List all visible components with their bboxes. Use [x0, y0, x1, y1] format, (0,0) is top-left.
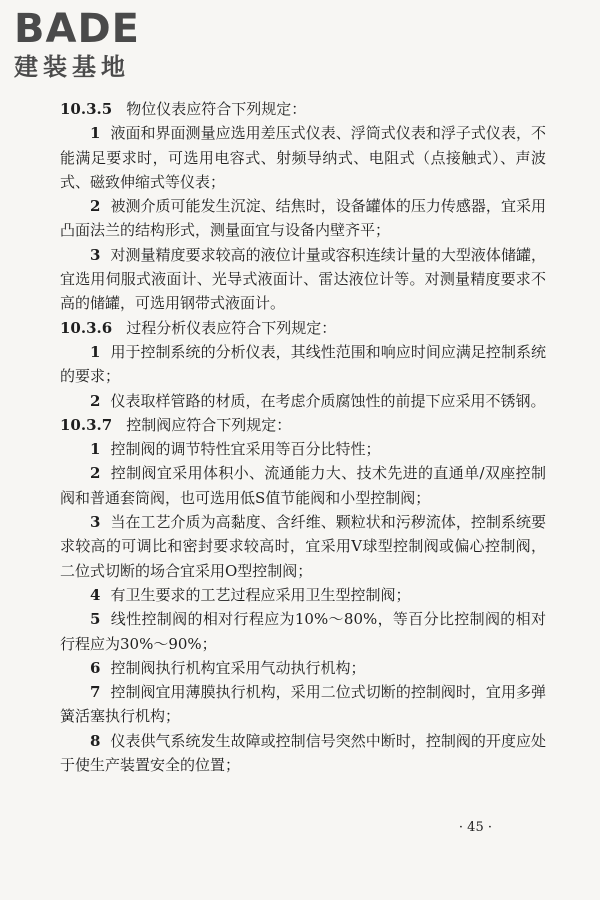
logo-subtitle: 建装基地 — [14, 53, 130, 81]
item-number: 3 — [90, 245, 101, 264]
item-number: 1 — [90, 440, 101, 459]
clause-item — [60, 607, 546, 656]
clause-title: 过程分析仪表应符合下列规定： — [126, 318, 337, 337]
clause-number: 10.3.7 — [60, 415, 113, 434]
clause-item — [60, 729, 546, 778]
clause-item — [60, 340, 546, 389]
clause-title: 控制阀应符合下列规定： — [126, 415, 292, 434]
item-text: 当在工艺介质为高黏度、含纤维、颗粒状和污秽流体，控制系统要求较高的可调比和密封要求较高时，宜采用V球型控制阀或偏心控制阀，二位式切断的场合宜采用O型控制阀； — [60, 513, 546, 580]
clause-item — [60, 680, 546, 729]
clause-item — [60, 389, 546, 413]
item-text: 用于控制系统的分析仪表，其线性范围和响应时间应满足控制系统的要求； — [60, 342, 546, 386]
item-number: 7 — [90, 683, 101, 702]
item-text: 控制阀的调节特性宜采用等百分比特性； — [110, 440, 381, 459]
item-number: 6 — [90, 658, 101, 677]
item-text: 被测介质可能发生沉淀、结焦时，设备罐体的压力传感器，宜采用凸面法兰的结构形式，测量面宜与设备内壁齐平； — [60, 197, 546, 240]
clause-item — [60, 656, 546, 680]
logo-wordmark: BADE — [14, 6, 140, 52]
clause-item — [60, 510, 546, 583]
item-text: 有卫生要求的工艺过程应采用卫生型控制阀； — [110, 585, 411, 604]
item-number: 8 — [90, 731, 101, 750]
clause-item — [60, 243, 546, 316]
clause-heading — [60, 316, 546, 340]
item-text: 控制阀宜采用体积小、流通能力大、技术先进的直通单/双座控制阀和普通套筒阀，也可选用低S值节能阀和小型控制阀； — [60, 464, 546, 507]
item-number: 2 — [90, 464, 101, 483]
clause-number: 10.3.6 — [60, 318, 113, 337]
clause-item — [60, 583, 546, 607]
bade-logo — [14, 8, 184, 88]
clause-number: 10.3.5 — [60, 100, 113, 118]
item-text: 液面和界面测量应选用差压式仪表、浮筒式仪表和浮子式仪表，不能满足要求时，可选用电容式、射频导纳式、电阻式（点接触式）、声波式、磁致伸缩式等仪表； — [60, 124, 546, 191]
item-text: 仪表取样管路的材质，在考虑介质腐蚀性的前提下应采用不锈钢。 — [110, 391, 546, 410]
page-number: · 45 · — [458, 820, 492, 835]
item-text: 控制阀执行机构宜采用气动执行机构； — [110, 658, 366, 677]
item-number: 2 — [90, 197, 101, 216]
item-number: 2 — [90, 391, 101, 410]
item-text: 仪表供气系统发生故障或控制信号突然中断时，控制阀的开度应处于使生产装置安全的位置； — [60, 731, 546, 775]
item-number: 1 — [90, 342, 101, 361]
item-number: 5 — [90, 610, 101, 629]
clause-item — [60, 461, 546, 510]
clause-item — [60, 194, 546, 243]
item-number: 4 — [90, 585, 101, 604]
item-text: 对测量精度要求较高的液位计量或容积连续计量的大型液体储罐，宜选用伺服式液面计、光导式液面计、雷达液位计等。对测量精度要求不高的储罐，可选用钢带式液面计。 — [60, 245, 546, 313]
document-body — [60, 97, 546, 777]
item-number: 1 — [90, 124, 101, 143]
item-text: 线性控制阀的相对行程应为10%～80%，等百分比控制阀的相对行程应为30%～90%； — [60, 610, 546, 653]
clause-item — [60, 437, 546, 461]
clause-title: 物位仪表应符合下列规定： — [126, 100, 307, 118]
clause-item — [60, 121, 546, 194]
item-number: 3 — [90, 513, 101, 532]
item-text: 控制阀宜用薄膜执行机构，采用二位式切断的控制阀时，宜用多弹簧活塞执行机构； — [60, 683, 546, 726]
clause-heading — [60, 413, 546, 437]
clause-heading — [60, 97, 546, 121]
